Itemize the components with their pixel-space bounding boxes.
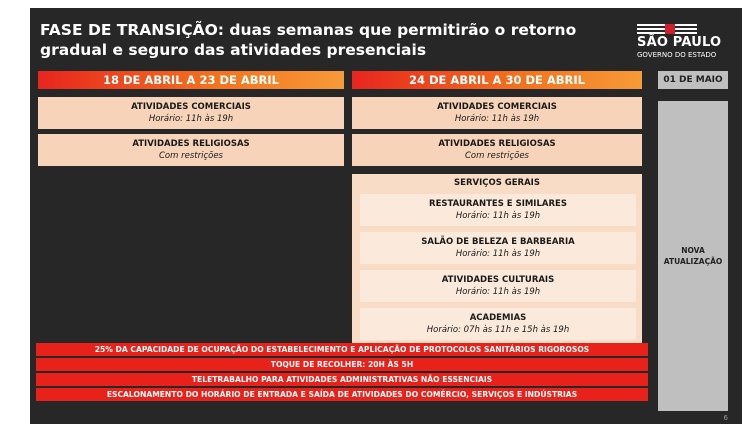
- service-hours: Horário: 11h às 19h: [455, 287, 541, 297]
- rule-bar-escalonamento: ESCALONAMENTO DO HORÁRIO DE ENTRADA E SAÍDA DE ATIVIDADES DO COMÉRCIO, SERVIÇOS E INDÚSTRIAS: [36, 388, 648, 401]
- sao-paulo-logo: [637, 24, 722, 60]
- col1-card-comercial: [38, 97, 344, 129]
- col3-header: 01 DE MAIO: [658, 71, 728, 89]
- service-item-culturais: [360, 270, 636, 302]
- service-item-restaurantes: [360, 194, 636, 226]
- service-hours: Horário: 11h às 19h: [455, 211, 541, 221]
- slide: [30, 8, 742, 424]
- service-title: SALÃO DE BELEZA E BARBEARIA: [421, 237, 575, 247]
- flag-icon: [637, 24, 697, 34]
- card-subtitle: Horário: 11h às 19h: [148, 114, 234, 124]
- col3-line2: ATUALIZAÇÃO: [663, 257, 723, 266]
- service-hours: Horário: 07h às 11h e 15h às 19h: [426, 325, 570, 335]
- card-title: ATIVIDADES COMERCIAIS: [131, 102, 251, 112]
- col3-line1: NOVA: [681, 246, 705, 255]
- col3-body: [658, 101, 728, 411]
- service-title: ATIVIDADES CULTURAIS: [441, 275, 555, 285]
- logo-name: SÃO PAULO: [637, 35, 722, 50]
- col1-header: 18 DE ABRIL A 23 DE ABRIL: [38, 71, 344, 89]
- servicos-gerais-group: [352, 174, 642, 350]
- logo-subtitle: GOVERNO DO ESTADO: [637, 51, 717, 59]
- group-title: SERVIÇOS GERAIS: [454, 178, 540, 188]
- card-subtitle: Horário: 11h às 19h: [454, 114, 540, 124]
- card-subtitle: Com restrições: [465, 151, 529, 161]
- card-title: ATIVIDADES RELIGIOSAS: [438, 139, 556, 149]
- card-subtitle: Com restrições: [159, 151, 223, 161]
- col2-header: 24 DE ABRIL A 30 DE ABRIL: [352, 71, 642, 89]
- service-item-academias: [360, 308, 636, 340]
- rule-bar-teletrabalho: TELETRABALHO PARA ATIVIDADES ADMINISTRATIVAS NÃO ESSENCIAIS: [36, 373, 648, 386]
- col2-card-religiosas: [352, 134, 642, 166]
- service-title: RESTAURANTES E SIMILARES: [429, 199, 567, 209]
- service-title: ACADEMIAS: [469, 313, 527, 323]
- rule-bar-toque-recolher: TOQUE DE RECOLHER: 20H ÀS 5H: [36, 358, 648, 371]
- card-title: ATIVIDADES COMERCIAIS: [437, 102, 557, 112]
- card-title: ATIVIDADES RELIGIOSAS: [132, 139, 250, 149]
- page-number: 6: [723, 414, 728, 422]
- col2-card-comercial: [352, 97, 642, 129]
- rule-bar-capacidade: 25% DA CAPACIDADE DE OCUPAÇÃO DO ESTABELECIMENTO E APLICAÇÃO DE PROTOCOLOS SANITÁRIOS RIGOROSOS: [36, 343, 648, 356]
- col1-card-religiosas: [38, 134, 344, 166]
- service-item-salao: [360, 232, 636, 264]
- slide-title: FASE DE TRANSIÇÃO: duas semanas que permitirão o retorno gradual e seguro das atividades presenciais: [40, 21, 577, 59]
- service-hours: Horário: 11h às 19h: [455, 249, 541, 259]
